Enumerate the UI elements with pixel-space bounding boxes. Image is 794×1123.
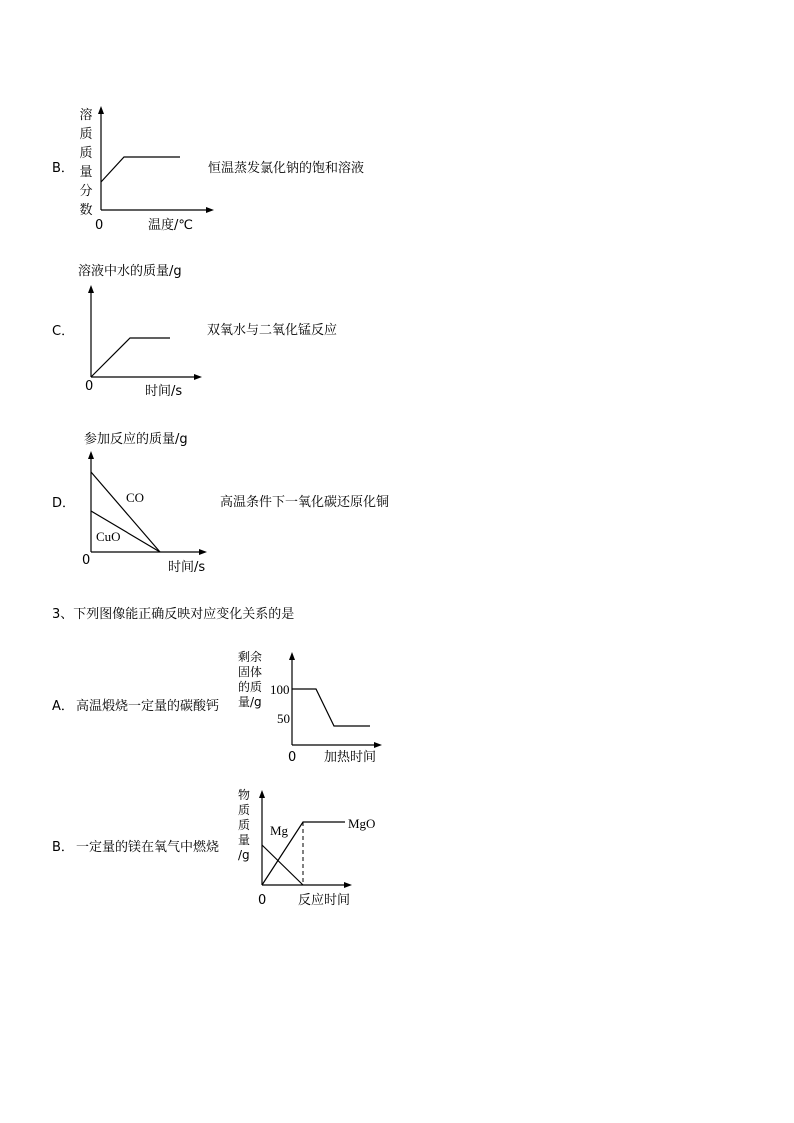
series-line-mg xyxy=(262,845,303,885)
series-label-mg: Mg xyxy=(270,823,289,838)
series-label-cuo: CuO xyxy=(96,529,121,544)
item-description: 高温煅烧一定量的碳酸钙 xyxy=(76,699,220,714)
series-label-mgo: MgO xyxy=(348,816,376,831)
option-label: D． xyxy=(52,496,76,511)
option-label: B． xyxy=(52,161,74,176)
y-tick-100: 100 xyxy=(270,682,290,697)
question-3-stem: 3、下列图像能正确反映对应变化关系的是 xyxy=(52,607,295,622)
y-axis-label: 参加反应的质量/g xyxy=(84,432,188,447)
x-axis-label: 时间/s xyxy=(168,560,206,575)
item-description: 双氧水与二氧化锰反应 xyxy=(207,323,338,338)
x-axis-label: 时间/s xyxy=(145,384,183,399)
item-description: 高温条件下一氧化碳还原化铜 xyxy=(220,495,390,510)
x-axis-label: 温度/℃ xyxy=(148,218,193,233)
y-axis-label: 溶 质 质 量 分 数 xyxy=(79,108,93,218)
x-axis-label: 反应时间 xyxy=(298,893,351,908)
y-axis-label: 溶液中水的质量/g xyxy=(78,264,182,279)
origin-label: 0 xyxy=(258,893,267,908)
option-label: A． xyxy=(52,699,74,714)
y-axis-arrow xyxy=(259,790,265,798)
y-axis-label: 物 质 质 量 /g xyxy=(238,788,251,862)
item-description: 恒温蒸发氯化钠的饱和溶液 xyxy=(208,161,365,176)
item-description: 一定量的镁在氧气中燃烧 xyxy=(76,840,220,855)
y-axis-label: 剩余 固体 的质 量/g xyxy=(238,650,263,709)
option-label: B． xyxy=(52,840,74,855)
series-label-co: CO xyxy=(126,490,145,505)
option-label: C． xyxy=(52,324,75,339)
origin-label: 0 xyxy=(95,218,104,233)
x-axis-arrow xyxy=(344,882,352,888)
x-axis-label: 加热时间 xyxy=(324,750,377,765)
origin-label: 0 xyxy=(288,750,297,765)
origin-label: 0 xyxy=(85,379,94,394)
y-tick-50: 50 xyxy=(277,711,290,726)
origin-label: 0 xyxy=(82,553,91,568)
